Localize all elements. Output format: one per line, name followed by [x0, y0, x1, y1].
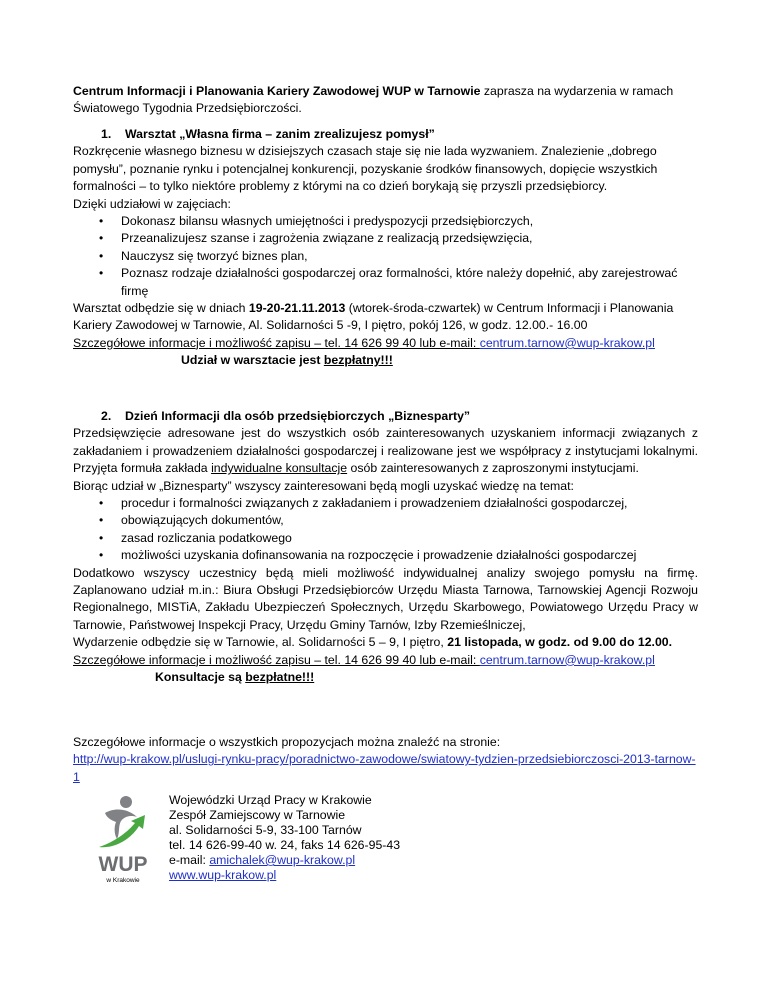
address-block [169, 793, 400, 883]
schedule-date-time: 21 listopada, w godz. od 9.00 do 12.00. [447, 635, 673, 650]
section-2-title: Dzień Informacji dla osób przedsiębiorczych „Biznesparty” [125, 409, 471, 423]
free-note-text: Konsultacje są [155, 670, 246, 685]
section-2-lead: Biorąc udział w „Biznesparty” wszyscy zainteresowani będą mogli uzyskać wiedzę na temat: [73, 478, 574, 493]
description-text: Przedsięwzięcie adresowane jest do wszystkich osób zainteresowanych uzyskaniem informacji związanych z zakładaniem i prowadzeniem działalności gospodarczej i realizowane jest we współpracy z instytucjami lokalnymi. Przyjęta formuła zakłada [73, 426, 698, 476]
footer-contact-block [73, 789, 698, 889]
section-biznesparty [73, 408, 698, 687]
section-1-description: Rozkręcenie własnego biznesu w dzisiejszych czasach staje się nie lada wyzwaniem. Znalezienie „dobrego pomysłu”, poznanie rynku i potencjalnej konkurencji, pozyskanie środków finansowych, dopięcie wszystkich formalności – to tylko niektóre problemy z którymi na co dzień borykają się przyszli przedsiębiorcy. [73, 144, 658, 194]
section-2-schedule [73, 634, 698, 651]
list-item: • Poznasz rodzaje działalności gospodarczej oraz formalności, które należy dopełnić, aby zarejestrować firmę [121, 265, 698, 300]
list-item: • Dokonasz bilansu własnych umiejętności i predyspozycji przedsiębiorczych, [121, 213, 698, 230]
logo-subtitle: w Krakowie [106, 877, 140, 884]
section-1-free-note [73, 352, 698, 369]
footer-email-link[interactable]: amichalek@wup-krakow.pl [209, 853, 356, 867]
section-1-email-link[interactable]: centrum.tarnow@wup-krakow.pl [479, 335, 655, 350]
logo-wordmark: WUP [98, 853, 148, 876]
section-1-bullet-list [73, 213, 698, 300]
more-info-url-link[interactable]: http://wup-krakow.pl/uslugi-rynku-pracy/poradnictwo-zawodowe/swiatowy-tydzien-przedsiebiorczosci-2013-tarnow-1 [73, 752, 696, 784]
contact-text: Szczegółowe informacje i możliwość zapisu – tel. 14 626 99 40 lub e-mail: [73, 652, 480, 667]
address-line: al. Solidarności 5-9, 33-100 Tarnów [169, 823, 362, 837]
email-label: e-mail: [169, 853, 210, 867]
more-info-text: Szczegółowe informacje o wszystkich propozycjach można znaleźć na stronie: [73, 735, 501, 749]
section-2-description [73, 425, 698, 477]
description-emphasis: indywidualne konsultacje [211, 461, 348, 476]
intro-org-name: Centrum Informacji i Planowania Kariery Zawodowej WUP w Tarnowie [73, 84, 481, 98]
section-2-email-link[interactable]: centrum.tarnow@wup-krakow.pl [479, 652, 655, 667]
logo-head-icon [120, 796, 132, 808]
list-item: • zasad rozliczania podatkowego [121, 530, 698, 547]
section-2-participants: Dodatkowo wszyscy uczestnicy będą mieli możliwość indywidualnej analizy swojego pomysłu na firmę. Zaplanowano udział m.in.: Biura Obsługi Przedsiębiorców Urzędu Miasta Tarnowa, Tarnowskiej Agencji Rozwoju Regionalnego, MISTiA, Zakładu Ubezpieczeń Społecznych, Urzędu Skarbowego, Powiatowego Urzędu Pracy w Tarnowie, Państwowej Inspekcji Pracy, Urzędu Gminy Tarnów, Izby Rzemieślniczej, [73, 565, 698, 632]
section-1-title: Warsztat „Własna firma – zanim zrealizujesz pomysł” [125, 127, 435, 141]
section-2-contact [73, 652, 698, 669]
schedule-location: (wtorek-środa-czwartek) w Centrum Informacji i Planowania Kariery Zawodowej w Tarnowie, Al. Solidarności 5 -9, I piętro, pokój 126, w godz. 12.00.- 16.00 [73, 301, 674, 333]
address-line: Wojewódzki Urząd Pracy w Krakowie [169, 793, 372, 807]
address-line: Zespół Zamiejscowy w Tarnowie [169, 808, 346, 822]
free-note-emphasis: bezpłatne!!! [245, 670, 315, 685]
section-1-contact [73, 335, 698, 352]
address-phone: tel. 14 626-99-40 w. 24, faks 14 626-95-43 [169, 838, 401, 852]
logo-figure-icon [105, 810, 137, 839]
section-workshop [73, 126, 698, 370]
section-2-heading [73, 408, 698, 425]
section-1-lead: Dzięki udziałowi w zajęciach: [73, 196, 231, 211]
wup-logo [87, 791, 159, 886]
section-1-number: 1. [101, 127, 112, 141]
list-item: • Nauczysz się tworzyć biznes plan, [121, 248, 698, 265]
more-info [73, 734, 698, 786]
schedule-text: Wydarzenie odbędzie się w Tarnowie, al. Solidarności 5 – 9, I piętro, [73, 635, 448, 650]
section-1-schedule [73, 300, 698, 335]
list-item: • obowiązujących dokumentów, [121, 512, 698, 529]
list-item: • procedur i formalności związanych z zakładaniem i prowadzeniem działalności gospodarczej, [121, 495, 698, 512]
section-2-free-note [73, 669, 698, 686]
address-email [169, 853, 400, 868]
intro-paragraph [73, 83, 698, 118]
description-text-end: osób zainteresowanych z zaproszonymi instytucjami. [347, 461, 639, 476]
section-1-heading [73, 126, 698, 143]
free-note-emphasis: bezpłatny!!! [323, 353, 393, 368]
list-item: • Przeanalizujesz szanse i zagrożenia związane z realizacją przedsięwzięcia, [121, 230, 698, 247]
list-item: • możliwości uzyskania dofinansowania na rozpoczęcie i prowadzenie działalności gospodarczej [121, 547, 698, 564]
section-2-bullet-list [73, 495, 698, 565]
footer-website-link[interactable]: www.wup-krakow.pl [169, 868, 277, 882]
intro-text: zaprasza na wydarzenia w ramach Światowego Tygodnia Przedsiębiorczości. [73, 84, 674, 116]
schedule-text: Warsztat odbędzie się w dniach [73, 301, 249, 316]
free-note-text: Udział w warsztacie jest [181, 353, 324, 368]
section-2-number: 2. [101, 409, 112, 423]
contact-text: Szczegółowe informacje i możliwość zapisu – tel. 14 626 99 40 lub e-mail: [73, 335, 480, 350]
schedule-dates: 19-20-21.11.2013 [248, 301, 346, 316]
